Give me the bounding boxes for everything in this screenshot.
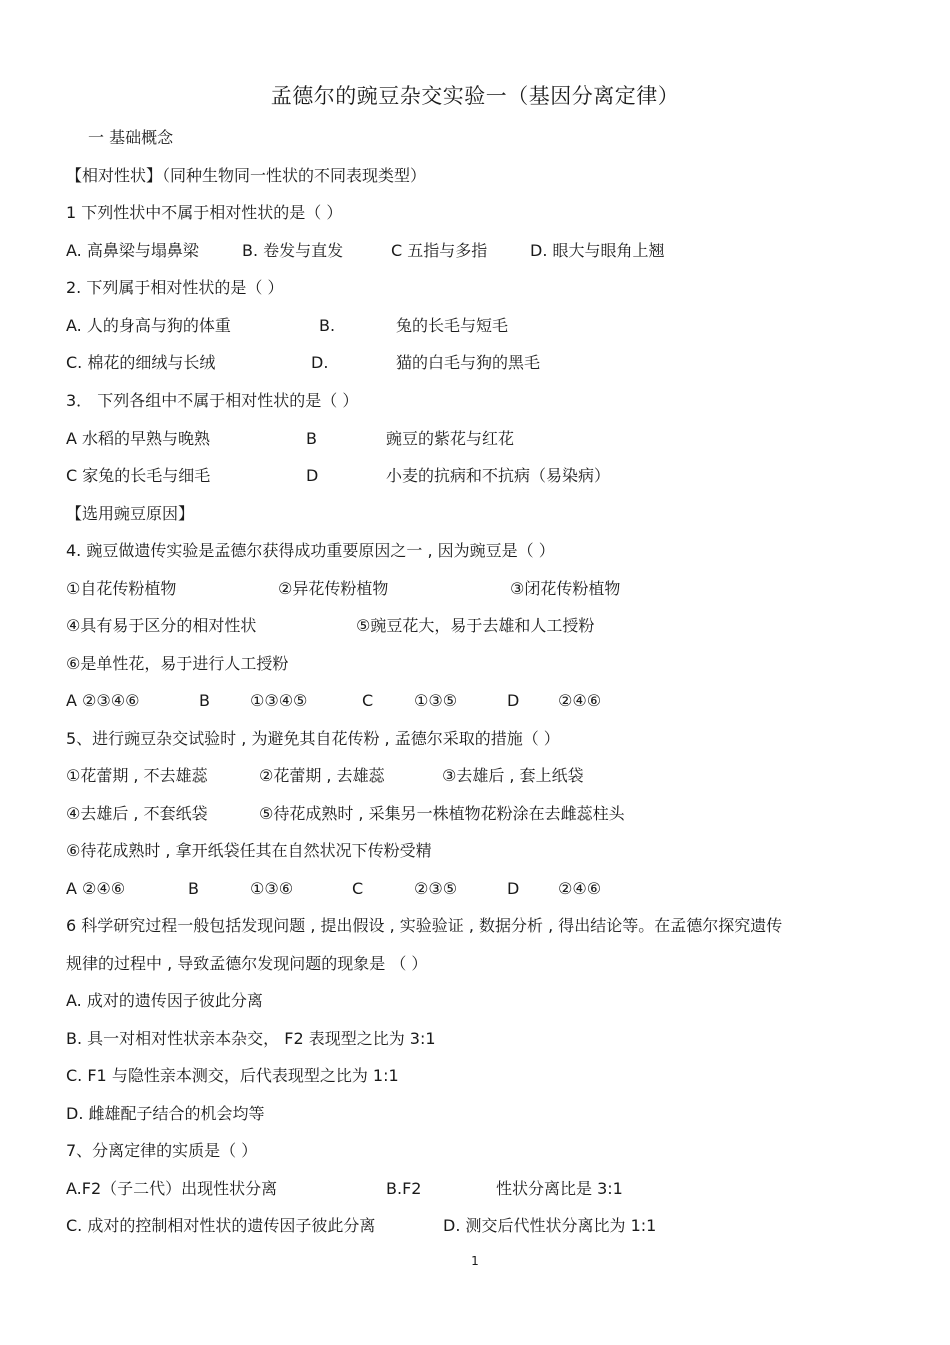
q4-stem: 4. 豌豆做遗传实验是孟德尔获得成功重要原因之一 , 因为豌豆是（ ） xyxy=(66,541,555,560)
q3-stem: 3． 下列各组中不属于相对性状的是（ ） xyxy=(66,391,359,410)
topic-relative-traits: 【相对性状】（同种生物同一性状的不同表现类型） xyxy=(66,166,427,185)
q5-item-3: ③去雄后 , 套上纸袋 xyxy=(442,766,584,785)
q5-option-b: ①③⑥ xyxy=(250,879,294,898)
q4-item-6: ⑥是单性花，易于进行人工授粉 xyxy=(66,654,289,673)
q4-options xyxy=(66,690,886,712)
q6-option-b: B. 具一对相对性状亲本杂交， F2 表现型之比为 3:1 xyxy=(66,1029,436,1048)
topic-pea: 【选用豌豆原因】 xyxy=(66,504,195,523)
q4-option-b-label: B xyxy=(199,691,210,710)
q1-option-b: B. 卷发与直发 xyxy=(242,241,344,260)
q3-option-a: A 水稻的早熟与晚熟 xyxy=(66,429,211,448)
q5-item-2: ②花蕾期 , 去雄蕊 xyxy=(259,766,385,785)
q4-option-d: ②④⑥ xyxy=(558,691,602,710)
q3-option-d: 小麦的抗病和不抗病（易染病） xyxy=(386,466,611,485)
q2-option-d-label: D. xyxy=(311,353,329,372)
q3-option-c: C 家兔的长毛与细毛 xyxy=(66,466,211,485)
q6-stem-line2: 规律的过程中 , 导致孟德尔发现问题的现象是 （ ） xyxy=(66,954,428,973)
q5-item-5: ⑤待花成熟时 , 采集另一株植物花粉涂在去雌蕊柱头 xyxy=(259,804,625,823)
q2-option-c: C. 棉花的细绒与长绒 xyxy=(66,353,216,372)
q1-option-d: D. 眼大与眼角上翘 xyxy=(530,241,665,260)
q4-item-1: ①自花传粉植物 xyxy=(66,579,177,598)
q2-option-b-label: B. xyxy=(319,316,336,335)
q5-items-row2 xyxy=(66,803,886,825)
q4-option-c: ①③⑤ xyxy=(414,691,458,710)
q7-option-c: C. 成对的控制相对性状的遗传因子彼此分离 xyxy=(66,1216,376,1235)
q5-options xyxy=(66,878,886,900)
q4-option-a: A ②③④⑥ xyxy=(66,691,140,710)
q2-option-b: 兔的长毛与短毛 xyxy=(396,316,509,335)
q5-option-d: ②④⑥ xyxy=(558,879,602,898)
q4-item-5: ⑤豌豆花大，易于去雄和人工授粉 xyxy=(356,616,595,635)
q7-stem: 7、分离定律的实质是（ ） xyxy=(66,1141,258,1160)
page-number: 1 xyxy=(471,1254,479,1268)
q2-options-row1 xyxy=(66,315,886,337)
q5-option-b-label: B xyxy=(188,879,199,898)
q5-option-d-label: D xyxy=(507,879,520,898)
q1-option-c: C 五指与多指 xyxy=(391,241,488,260)
q5-option-a: A ②④⑥ xyxy=(66,879,126,898)
q3-option-b: 豌豆的紫花与红花 xyxy=(386,429,515,448)
q5-item-1: ①花蕾期 , 不去雄蕊 xyxy=(66,766,208,785)
q1-stem: 1 下列性状中不属于相对性状的是（ ） xyxy=(66,203,343,222)
q7-option-d: D. 测交后代性状分离比为 1:1 xyxy=(443,1216,657,1235)
q7-options-row1 xyxy=(66,1178,886,1200)
q5-items-row1 xyxy=(66,765,886,787)
q5-item-4: ④去雄后 , 不套纸袋 xyxy=(66,804,208,823)
q2-option-a: A. 人的身高与狗的体重 xyxy=(66,316,231,335)
q5-item-6: ⑥待花成熟时 , 拿开纸袋任其在自然状况下传粉受精 xyxy=(66,841,432,860)
q7-option-b-label: B.F2 xyxy=(386,1179,422,1198)
q5-option-c-label: C xyxy=(352,879,364,898)
q6-stem-line1: 6 科学研究过程一般包括发现问题 , 提出假设 , 实验验证 , 数据分析 , 得出结论等。在孟德尔探究遗传 xyxy=(66,916,783,935)
q7-options-row2 xyxy=(66,1215,886,1237)
q4-items-row1 xyxy=(66,578,886,600)
section-heading: 一 基础概念 xyxy=(88,128,174,147)
q7-option-b: 性状分离比是 3:1 xyxy=(496,1179,623,1198)
q1-options xyxy=(66,240,886,262)
q6-option-c: C. F1 与隐性亲本测交，后代表现型之比为 1:1 xyxy=(66,1066,399,1085)
q6-option-d: D. 雌雄配子结合的机会均等 xyxy=(66,1104,265,1123)
q5-option-c: ②③⑤ xyxy=(414,879,458,898)
q4-option-b: ①③④⑤ xyxy=(250,691,308,710)
q6-option-a: A. 成对的遗传因子彼此分离 xyxy=(66,991,263,1010)
q2-stem: 2. 下列属于相对性状的是（ ） xyxy=(66,278,284,297)
q2-option-d: 猫的白毛与狗的黑毛 xyxy=(396,353,541,372)
q4-item-2: ②异花传粉植物 xyxy=(278,579,389,598)
q3-option-b-label: B xyxy=(306,429,317,448)
q1-option-a: A. 高鼻梁与塌鼻梁 xyxy=(66,241,199,260)
q2-options-row2 xyxy=(66,352,886,374)
q7-option-a: A.F2（子二代）出现性状分离 xyxy=(66,1179,278,1198)
q4-option-c-label: C xyxy=(362,691,374,710)
q4-items-row2 xyxy=(66,615,886,637)
q5-stem: 5、进行豌豆杂交试验时 , 为避免其自花传粉 , 孟德尔采取的措施（ ） xyxy=(66,729,560,748)
q4-item-3: ③闭花传粉植物 xyxy=(510,579,621,598)
page-title: 孟德尔的豌豆杂交实验一（基因分离定律） xyxy=(270,84,680,108)
q3-options-row2 xyxy=(66,465,886,487)
q4-option-d-label: D xyxy=(507,691,520,710)
q4-item-4: ④具有易于区分的相对性状 xyxy=(66,616,257,635)
q3-option-d-label: D xyxy=(306,466,319,485)
q3-options-row1 xyxy=(66,428,886,450)
